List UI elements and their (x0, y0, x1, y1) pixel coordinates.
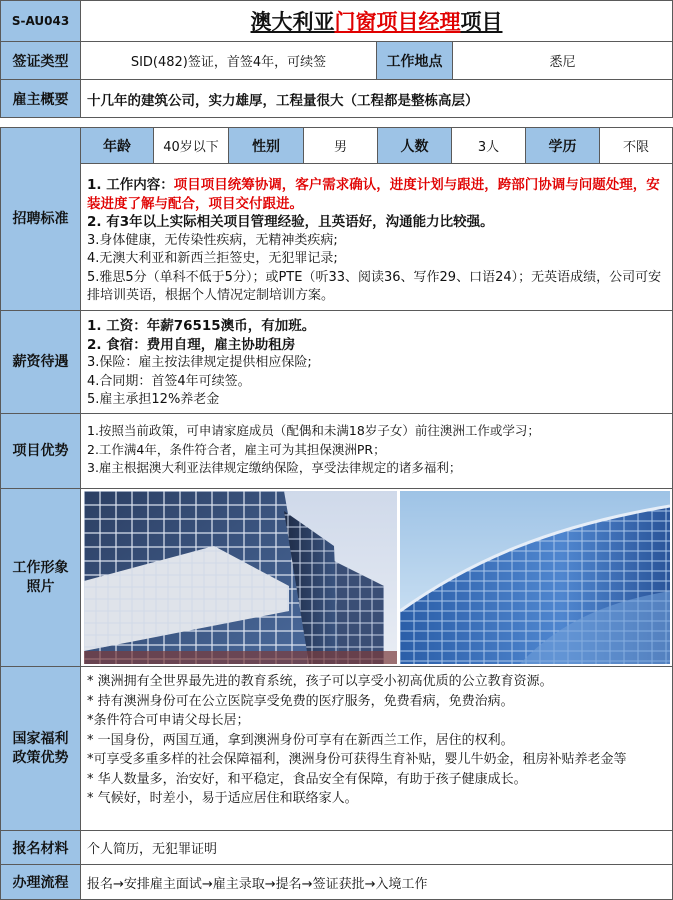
employer-value: 十几年的建筑公司，实力雄厚，工程量很大（工程都是整栋高层） (80, 79, 673, 118)
salary-item-2: 2. 食宿：费用自理，雇主协助租房 (87, 336, 296, 353)
title-part1: 澳大利亚 (250, 9, 335, 34)
salary-item-4: 4.合同期：首签4年可续签。 (87, 373, 251, 389)
visa-label: 签证类型 (0, 41, 81, 80)
advantages-label: 项目优势 (0, 413, 81, 489)
title-part2: 门窗项目经理 (334, 9, 461, 34)
requirements-label: 招聘标准 (0, 127, 81, 311)
code-cell (0, 0, 81, 42)
photos-label: 工作形象照片 (0, 488, 81, 667)
location-value: 悉尼 (452, 41, 673, 80)
edu-label: 学历 (525, 127, 600, 164)
age-label: 年龄 (80, 127, 154, 164)
title-part3: 项目 (460, 9, 503, 34)
process-value: 报名→安排雇主面试→雇主录取→提名→签证获批→入境工作 (80, 864, 673, 900)
edu-value: 不限 (599, 127, 673, 164)
age-value: 40岁以下 (153, 127, 229, 164)
code-text: S-AU043 (11, 14, 70, 28)
location-label: 工作地点 (376, 41, 453, 80)
welfare-item-7: * 气候好，时差小，易于适应居住和联络家人。 (87, 791, 358, 806)
advantages-content (80, 413, 673, 489)
building-photo-1 (84, 491, 397, 664)
gender-label: 性别 (228, 127, 304, 164)
process-label: 办理流程 (0, 864, 81, 900)
requirement-1: 1. 工作内容：项目项目统筹协调，客户需求确认，进度计划与跟进，跨部门协调与问题处理，安装进度了解与配合，项目交付跟进。 (87, 177, 660, 212)
salary-item-3: 3.保险：雇主按法律规定提供相应保险; (87, 355, 312, 370)
welfare-item-4: * 一国身份，两国互通，拿到澳洲身份可享有在新西兰工作，居住的权利。 (87, 732, 514, 748)
requirement-2: 2. 有3年以上实际相关项目管理经验，且英语好，沟通能力比较强。 (87, 214, 494, 230)
salary-content (80, 310, 673, 414)
welfare-item-1: * 澳洲拥有全世界最先进的教育系统，孩子可以享受小初高优质的公立教育资源。 (87, 674, 553, 689)
materials-label: 报名材料 (0, 830, 81, 865)
employer-label: 雇主概要 (0, 79, 81, 118)
welfare-content (80, 666, 673, 831)
salary-label: 薪资待遇 (0, 310, 81, 414)
requirement-4: 4.无澳大利亚和新西兰拒签史，无犯罪记录; (87, 251, 338, 266)
welfare-item-3: *条件符合可申请父母长居； (87, 713, 250, 728)
requirements-content (80, 163, 673, 311)
requirement-5: 5.雅思5分（单科不低于5分）；或PTE（听33、阅读36、写作29、口语24）；无英语成绩，公司可安排培训英语，根据个人情况定制培训方案。 (87, 269, 662, 303)
welfare-item-5: *可享受多重多样的社会保障福利，澳洲身份可获得生育补贴，婴儿牛奶金，租房补贴养老金等 (87, 752, 627, 767)
materials-value: 个人简历，无犯罪证明 (80, 830, 673, 865)
salary-item-5: 5.雇主承担12%养老金 (87, 392, 220, 407)
count-label: 人数 (377, 127, 452, 164)
advantage-item-3: 3.雇主根据澳大利亚法律规定缴纳保险，享受法律规定的诸多福利； (87, 460, 462, 475)
requirement-3: 3.身体健康，无传染性疾病，无精神类疾病; (87, 232, 338, 248)
page-title (80, 0, 673, 42)
salary-item-1: 1. 工资：年薪76515澳币，有加班。 (87, 318, 316, 334)
welfare-item-2: * 持有澳洲身份可在公立医院享受免费的医疗服务，免费看病，免费治病。 (87, 693, 514, 709)
welfare-label: 国家福利政策优势 (0, 666, 81, 831)
gender-value: 男 (303, 127, 378, 164)
advantage-item-1: 1.按照当前政策，可申请家庭成员（配偶和未满18岁子女）前往澳洲工作或学习； (87, 423, 540, 438)
count-value: 3人 (451, 127, 526, 164)
welfare-item-6: * 华人数量多，治安好，和平稳定，食品安全有保障，有助于孩子健康成长。 (87, 771, 527, 787)
building-photo-2 (400, 491, 670, 664)
visa-value: SID(482)签证，首签4年，可续签 (80, 41, 377, 80)
advantage-item-2: 2.工作满4年，条件符合者，雇主可为其担保澳洲PR； (87, 441, 386, 457)
